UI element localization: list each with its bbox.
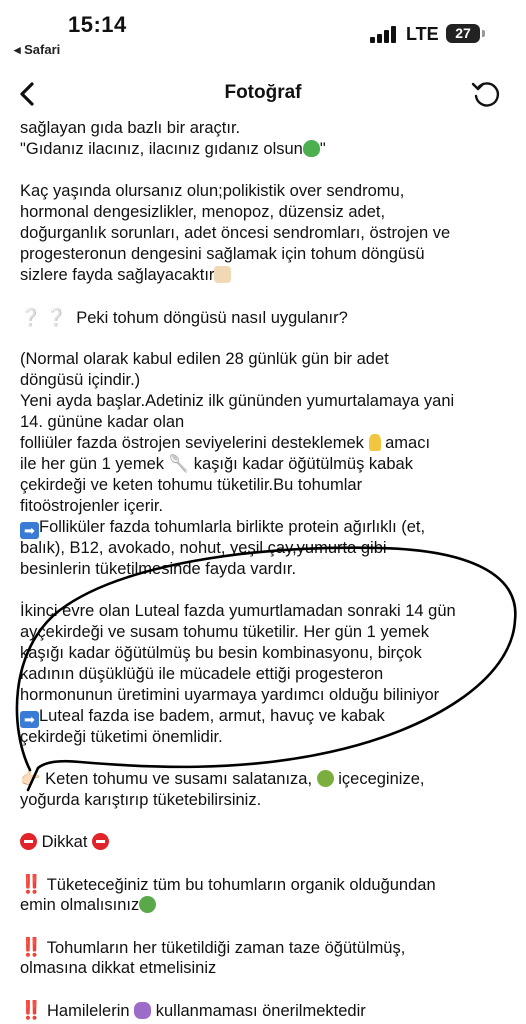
back-to-safari-link[interactable]: ◂ Safari [14, 42, 61, 57]
warning-text-end: emin olmalısınız [20, 896, 140, 914]
text-line [20, 706, 510, 727]
text-line: yoğurda karıştırıp tüketebilirsiniz. [20, 791, 262, 809]
text-line: hormonunun üretimini uyarmaya yardımcı olduğu biliniyor [20, 686, 440, 704]
text-line: kadının düşüklüğü ile mücadele ettiği progesteron [20, 665, 384, 683]
kiwi-icon [317, 770, 334, 787]
refresh-icon [468, 76, 504, 112]
post-text [20, 118, 510, 1021]
text-line: progesteronun dengesini sağlamak için tohum döngüsü [20, 245, 425, 263]
text-line [20, 433, 510, 454]
usage-text-end: içeceginize, [338, 770, 425, 788]
text-line: çekirdeği ve keten tohumu tüketilir.Bu tohumlar [20, 476, 363, 494]
text-line [20, 517, 510, 538]
text-line [20, 832, 510, 853]
question-heading: Peki tohum döngüsü nasıl uygulanır? [76, 309, 348, 327]
text-line [20, 307, 510, 328]
text-line: fitoöstrojenler içerir. [20, 497, 164, 515]
ribbon-icon [369, 434, 381, 451]
text-line: doğurganlık sorunları, adet öncesi sendromları, östrojen ve [20, 224, 451, 242]
battery-level: 27 [455, 25, 471, 41]
text-line: çekirdeği tüketimi önemlidir. [20, 728, 223, 746]
refresh-button[interactable] [468, 76, 504, 112]
text-line: ayçekirdeği ve susam tohumu tüketilir. Her gün 1 yemek [20, 623, 430, 641]
spoon-icon: 🥄 [168, 455, 190, 473]
warning-text: Tüketeceğiniz tüm bu tohumların organik olduğundan [46, 876, 436, 894]
green-heart-icon [303, 140, 320, 157]
double-exclamation-icon: ‼️ [20, 874, 43, 894]
text-line: balık), B12, avokado, nohut, yeşil çay,yumurta gibi [20, 539, 387, 557]
double-exclamation-icon: ‼️ [20, 937, 43, 957]
text-line: Kaç yaşında olursanız olun;polikistik over sendromu, [20, 182, 405, 200]
battery-cap [482, 30, 485, 37]
text-line [20, 874, 510, 895]
text-line: 14. gününe kadar olan [20, 413, 185, 431]
warning-heading: Dikkat [41, 833, 88, 851]
text-line: döngüsü içindir.) [20, 371, 141, 389]
status-bar [0, 0, 526, 58]
follicular-text: folliüler fazda östrojen seviyelerini desteklemek [20, 434, 364, 452]
right-arrow-icon: ➡ [20, 711, 39, 728]
follicular-text-end: amacı [385, 434, 431, 452]
page-title: Fotoğraf [224, 82, 302, 103]
quote-text: "Gıdanız ilacınız, ilacınız gıdanız olsun [20, 140, 303, 158]
nav-bar [0, 62, 526, 120]
text-line [20, 937, 510, 958]
pregnancy-warning-end: kullanmaması önerilmektedir [155, 1002, 366, 1020]
text-line [20, 769, 510, 790]
text-line: olmasına dikkat etmelisiniz [20, 959, 217, 977]
pointing-hand-icon: 👉🏻 [20, 770, 41, 788]
raised-hands-icon [214, 266, 231, 283]
pregnancy-warning: Hamilelerin [47, 1002, 130, 1020]
text-line [20, 895, 510, 916]
text-line: İkinci evre olan Luteal fazda yumurtlamadan sonraki 14 gün [20, 602, 456, 620]
follicular-protein-text: Folliküler fazda tohumlarla birlikte protein ağırlıklı (et, [39, 518, 426, 536]
benefit-text: sizlere fayda sağlayacaktır [20, 266, 215, 284]
text-line [20, 265, 510, 286]
pregnant-woman-icon [134, 1002, 151, 1019]
four-leaf-clover-icon [139, 896, 156, 913]
spoon-text-end: kaşığı kadar öğütülmüş kabak [193, 455, 413, 473]
quote-end: " [319, 140, 326, 158]
no-entry-icon [20, 833, 37, 850]
text-line: (Normal olarak kabul edilen 28 günlük gün bir adet [20, 350, 389, 368]
signal-icon [370, 25, 400, 43]
network-type: LTE [406, 24, 439, 44]
spoon-text-start: ile her gün 1 yemek [20, 455, 164, 473]
battery-icon [446, 24, 480, 43]
double-exclamation-icon: ‼️ [20, 1000, 43, 1020]
text-line: Yeni ayda başlar.Adetiniz ilk gününden yumurtalamaya yani [20, 392, 455, 410]
status-time: 15:14 [68, 12, 127, 37]
text-line: sağlayan gıda bazlı bir araçtır. [20, 119, 241, 137]
text-line [20, 139, 510, 160]
text-line: besinlerin tüketilmesinde fayda vardır. [20, 560, 297, 578]
question-mark-icon: ❔ ❔ [20, 308, 68, 327]
luteal-text: Luteal fazda ise badem, armut, havuç ve kabak [39, 707, 385, 725]
text-line: kaşığı kadar öğütülmüş bu besin kombinasyonu, birçok [20, 644, 422, 662]
text-line: hormonal dengesizlikler, menopoz, düzensiz adet, [20, 203, 386, 221]
no-entry-icon [92, 833, 109, 850]
usage-text: Keten tohumu ve susamı salatanıza, [45, 770, 313, 788]
text-line [20, 454, 510, 475]
text-line [20, 1000, 510, 1021]
warning-text: Tohumların her tüketildiği zaman taze öğütülmüş, [46, 939, 406, 957]
right-arrow-icon: ➡ [20, 522, 39, 539]
